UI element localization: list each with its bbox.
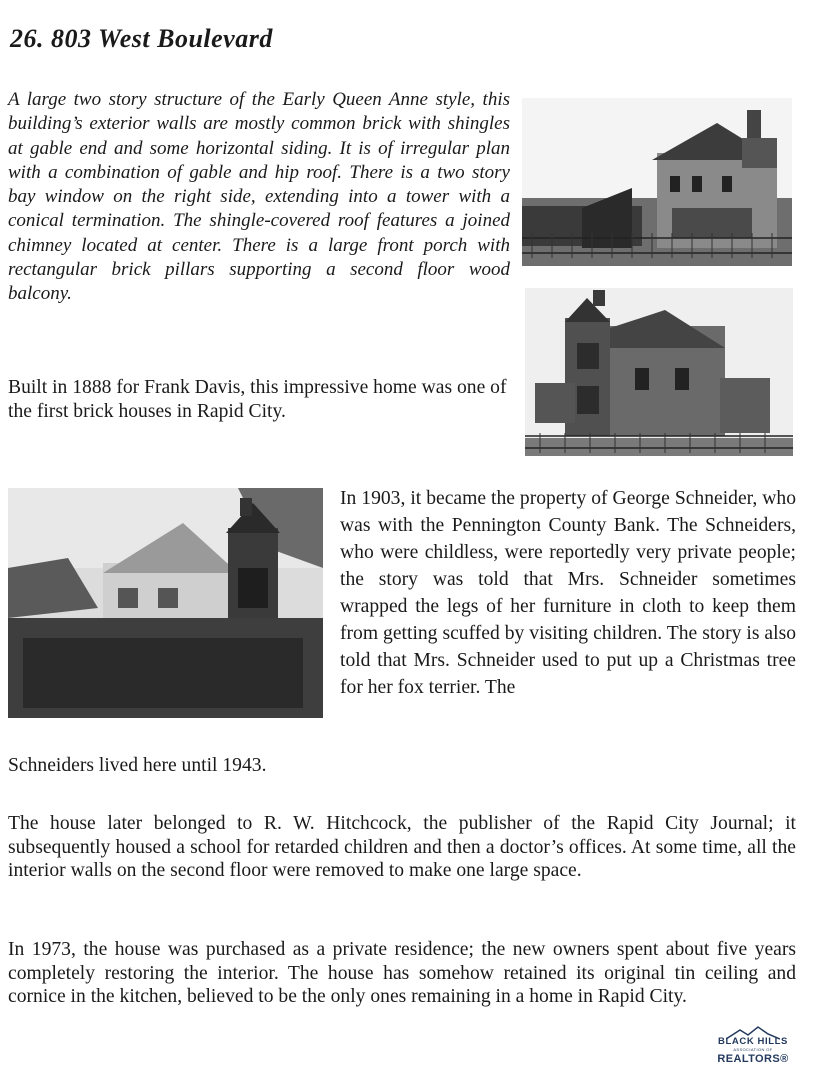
history-paragraph-restoration: In 1973, the house was purchased as a private residence; the new owners spent about five years completely restoring the interior. The house has somehow retained its original tin ceiling and cornice in the kitchen, believed to be the only ones remaining in a home in Rapid City.: [8, 939, 796, 1008]
mountain-icon: [726, 1026, 780, 1040]
history-paragraph-schneider-end: Schneiders lived here until 1943.: [8, 755, 267, 776]
history-paragraph-schneider: In 1903, it became the property of George Schneider, who was with the Pennington County Bank. The Schneiders, who were childless, were reportedly very private people; the story was told that Mrs. Schneider sometimes wrapped the legs of her furniture in cloth to keep them from getting scuffed by visiting children. The story is also told that Mrs. Schneider used to put up a Christmas tree for her fox terrier. The: [340, 488, 796, 698]
historic-house-photo-3: [8, 488, 323, 718]
page-title: 26. 803 West Boulevard: [10, 24, 273, 53]
logo-line-1: BLACK HILLS: [718, 1036, 788, 1047]
historic-house-photo-1: [522, 98, 792, 266]
description-paragraph: A large two story structure of the Early Queen Anne style, this building’s exterior walls are mostly common brick with shingles at gable end and some horizontal siding. It is of irregular plan with a combination of gable and hip roof. There is a two story bay window on the right side, extending into a tower with a conical termination. The shingle-covered roof features a joined chimney located at center. There is a large front porch with rectangular brick pillars supporting a second floor wood balcony.: [8, 89, 510, 305]
black-hills-realtors-logo: [706, 1026, 800, 1070]
historic-house-photo-2: [525, 288, 793, 456]
history-paragraph-built: Built in 1888 for Frank Davis, this impressive home was one of the first brick houses in Rapid City.: [8, 377, 507, 422]
logo-line-2: ASSOCIATION OF: [733, 1047, 773, 1052]
history-paragraph-hitchcock: The house later belonged to R. W. Hitchcock, the publisher of the Rapid City Journal; it subsequently housed a school for retarded children and then a doctor’s offices. At some time, all the interior walls on the second floor were removed to make one large space.: [8, 813, 796, 882]
logo-line-3: REALTORS®: [717, 1053, 789, 1065]
